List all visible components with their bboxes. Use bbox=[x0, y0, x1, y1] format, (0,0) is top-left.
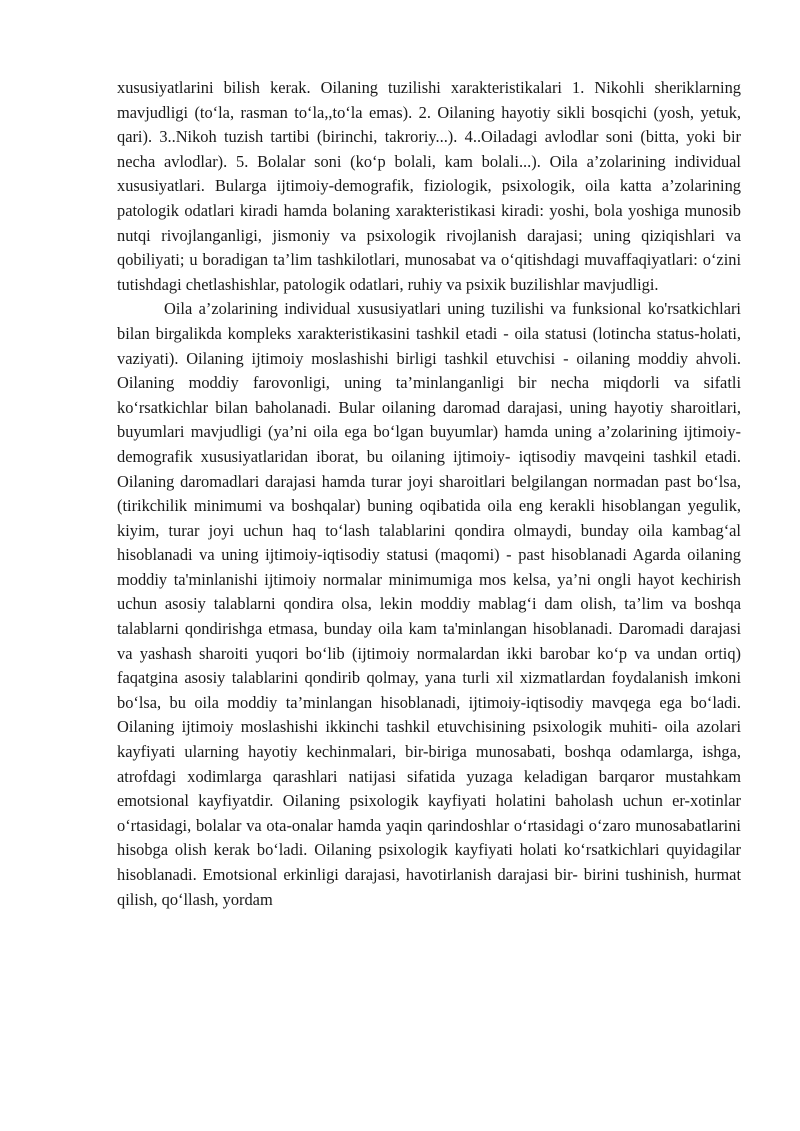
paragraph-1: xususiyatlarini bilish kerak. Oilaning tuzilishi xarakteristikalari 1. Nikohli sheriklarning mavjudligi (to‘la, rasman to‘la,,to‘la emas). 2. Oilaning hayotiy sikli bosqichi (yosh, yetuk, qari). 3..Nikoh tuzish tartibi (birinchi, takroriy...). 4..Oiladagi avlodlar soni (bitta, yoki bir necha avlodlar). 5. Bolalar soni (ko‘p bolali, kam bolali...). Oila a’zolarining individual xususiyatlari. Bularga ijtimoiy-demografik, fiziologik, psixologik, oila katta a’zolarining patologik odatlari kiradi hamda bolaning xarakteristikasi kiradi: yoshi, bola yoshiga munosib nutqi rivojlanganligi, jismoniy va psixologik rivojlanish darajasi; uning qiziqishlari va qobiliyati; u boradigan ta’lim tashkilotlari, munosabat va o‘qitishdagi muvaffaqiyatlari: o‘zini tutishdagi chetlashishlar, patologik odatlari, ruhiy va psixik buzilishlar mavjudligi. bbox=[117, 78, 741, 294]
paragraph-2: Oila a’zolarining individual xususiyatlari uning tuzilishi va funksional ko'rsatkichlari bilan birgalikda kompleks xarakteristikasini tashkil etadi - oila statusi (lotincha status-holati, vaziyati). Oilaning ijtimoiy moslashishi birligi tashkil etuvchisi - oilaning moddiy ahvoli. Oilaning moddiy farovonligi, uning ta’minlanganligi bir necha miqdorli va sifatli ko‘rsatkichlar bilan baholanadi. Bular oilaning daromad darajasi, uning hayotiy sharoitlari, buyumlari mavjudligi (ya’ni oila ega bo‘lgan buyumlar) hamda uning a’zolarining ijtimoiy-demografik xususiyatlaridan iborat, bu oilaning ijtimoiy- iqtisodiy mavqeini tashkil etadi. Oilaning daromadlari darajasi hamda turar joyi sharoitlari belgilangan normadan past bo‘lsa, (tirikchilik minimumi va boshqalar) buning oqibatida oila eng kerakli hisoblangan yegulik, kiyim, turar joyi uchun haq to‘lash talablarini qondira olmaydi, bunday oila kambag‘al hisoblanadi va uning ijtimoiy-iqtisodiy statusi (maqomi) - past hisoblanadi Agarda oilaning moddiy ta'minlanishi ijtimoiy normalar minimumiga mos kelsa, ya’ni ongli hayot kechirish uchun asosiy talablarni qondira olsa, lekin moddiy mablag‘i dam olish, ta’lim va boshqa talablarni qondirishga etmasa, bunday oila kam ta'minlangan hisoblanadi. Daromadi darajasi va yashash sharoiti yuqori bo‘lib (ijtimoiy normalardan ikki barobar ko‘p va undan ortiq) faqatgina asosiy talablarini qondirib qolmay, yana turli xil xizmatlardan foydalanish imkoni bo‘lsa, bu oila moddiy ta’minlangan hisoblanadi, ijtimoiy-iqtisodiy mavqega ega bo‘ladi. Oilaning ijtimoiy moslashishi ikkinchi tashkil etuvchisining psixologik muhiti- oila azolari kayfiyati ularning hayotiy kechinmalari, bir-biriga munosabati, boshqa odamlarga, ishga, atrofdagi xodimlarga qarashlari natijasi sifatida yuzaga keladigan barqaror mustahkam emotsional kayfiyatdir. Oilaning psixologik kayfiyati holatini baholash uchun er-xotinlar o‘rtasidagi, bolalar va ota-onalar hamda yaqin qarindoshlar o‘rtasidagi o‘zaro munosabatlarini hisobga olish kerak bo‘ladi. Oilaning psixologik kayfiyati holati ko‘rsatkichlari quyidagilar hisoblanadi. Emotsional erkinligi darajasi, havotirlanish darajasi bir- birini tushinish, hurmat qilish, qo‘llash, yordam bbox=[117, 299, 741, 909]
body-text bbox=[117, 76, 741, 912]
